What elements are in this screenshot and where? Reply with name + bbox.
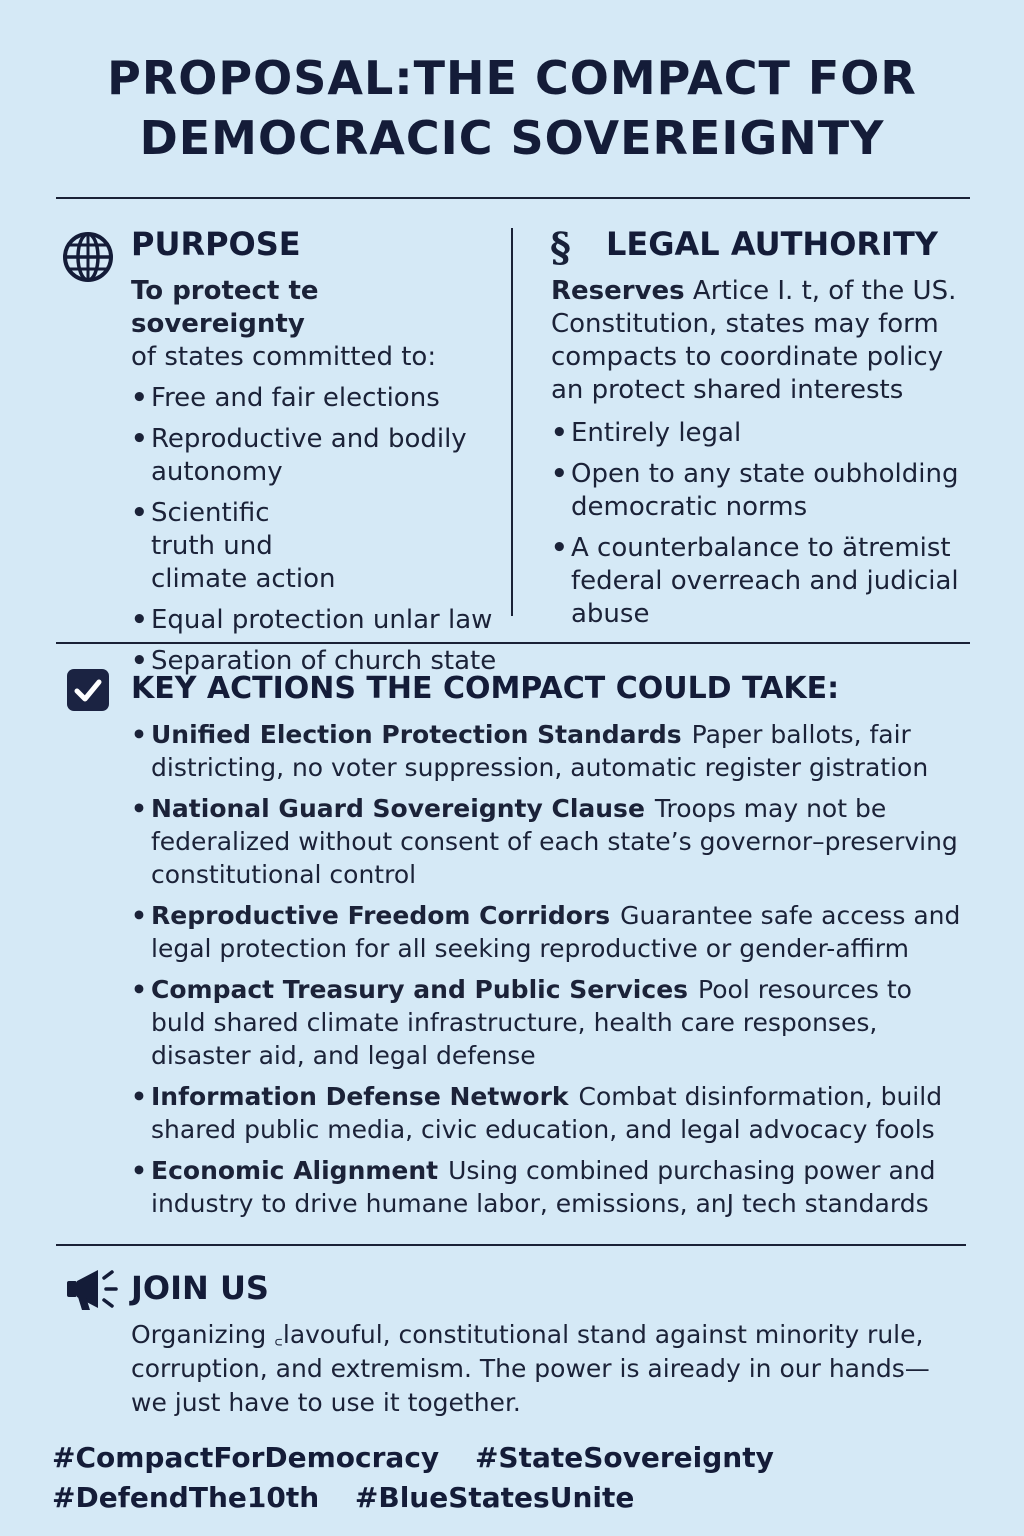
action-item bbox=[131, 1154, 971, 1220]
hashtag[interactable]: #CompactForDemocracy bbox=[52, 1441, 440, 1474]
action-desc: Guarantee safe access and legal protection for all seeking reproductive or gender-affirm bbox=[151, 901, 961, 963]
title-divider bbox=[56, 197, 970, 199]
purpose-list bbox=[131, 382, 501, 678]
purpose-intro: of states committed to: bbox=[131, 342, 437, 372]
column-divider bbox=[511, 228, 513, 616]
legal-list bbox=[551, 417, 971, 631]
action-desc: Pool resources to buld shared climate infrastructure, health care responses, disaster aid, and legal defense bbox=[151, 975, 912, 1070]
globe-icon bbox=[61, 230, 115, 284]
action-desc: Troops may not be federalized without consent of each state’s governor–preserving constitutional control bbox=[151, 794, 958, 889]
title-line-2: DEMOCRACIC SOVEREIGNTY bbox=[139, 111, 885, 165]
action-term: Reproductive Freedom Corridors bbox=[151, 901, 611, 930]
purpose-item: • Equal protection unlar law bbox=[131, 604, 501, 637]
join-body: Organizing ꜀lavouful, constitutional stand against minority rule, corruption, and extremism. The power is aiready in our hands— we just have to use it together. bbox=[131, 1320, 930, 1417]
purpose-item: • Separation of church state bbox=[131, 645, 501, 678]
hashtag[interactable]: #StateSovereignty bbox=[474, 1441, 774, 1474]
actions-body bbox=[131, 718, 971, 1228]
section-sign-icon: § bbox=[550, 224, 571, 271]
purpose-heading: PURPOSE bbox=[131, 225, 301, 263]
purpose-item: • Reproductive and bodily autonomy bbox=[131, 423, 501, 489]
purpose-body bbox=[131, 275, 501, 678]
action-item bbox=[131, 973, 971, 1072]
action-desc: Combat disinformation, build shared public media, civic education, and legal advocacy fools bbox=[151, 1082, 943, 1144]
hashtag[interactable]: #DefendThe10th bbox=[52, 1481, 320, 1514]
action-term: National Guard Sovereignty Clause bbox=[151, 794, 645, 823]
action-term: Economic Alignment bbox=[151, 1156, 439, 1185]
megaphone-icon bbox=[64, 1266, 120, 1312]
legal-body bbox=[551, 275, 971, 631]
action-term: Unified Election Protection Standards bbox=[151, 720, 682, 749]
checkbox-icon bbox=[66, 668, 110, 712]
section-divider-2 bbox=[56, 1244, 966, 1246]
action-term: Information Defense Network bbox=[151, 1082, 569, 1111]
section-divider-1 bbox=[56, 642, 970, 644]
legal-item: • Entirely legal bbox=[551, 417, 971, 450]
legal-lead: Reserves bbox=[551, 276, 685, 306]
purpose-lead: To protect te sovereignty bbox=[131, 276, 319, 339]
action-desc: Paper ballots, fair districting, no voter suppression, automatic register gistration bbox=[151, 720, 929, 782]
legal-item: • Open to any state oubholding democratic norms bbox=[551, 458, 971, 524]
join-heading: JOIN US bbox=[131, 1269, 269, 1307]
purpose-item: • Scientific truth und climate action bbox=[131, 497, 501, 596]
purpose-item: • Free and fair elections bbox=[131, 382, 501, 415]
hashtags bbox=[52, 1438, 972, 1518]
page-title bbox=[0, 48, 1024, 168]
action-item bbox=[131, 718, 971, 784]
action-desc: Using combined purchasing power and industry to drive humane labor, emissions, anJ tech standards bbox=[151, 1156, 936, 1218]
legal-intro: Artice I. t, of the US. Constitution, states may form compacts to coordinate policy an protect shared interests bbox=[551, 276, 957, 405]
action-term: Compact Treasury and Public Services bbox=[151, 975, 689, 1004]
hashtag[interactable]: #BlueStatesUnite bbox=[354, 1481, 635, 1514]
actions-heading: KEY ACTIONS THE COMPACT COULD TAKE: bbox=[131, 671, 840, 706]
legal-heading: LEGAL AUTHORITY bbox=[606, 225, 938, 263]
actions-list bbox=[131, 718, 971, 1220]
action-item bbox=[131, 1080, 971, 1146]
title-line-1: PROPOSAL:THE COMPACT FOR bbox=[107, 51, 917, 105]
legal-item: • A counterbalance to ätremist federal overreach and judicial abuse bbox=[551, 532, 971, 631]
action-item bbox=[131, 792, 971, 891]
action-item bbox=[131, 899, 971, 965]
